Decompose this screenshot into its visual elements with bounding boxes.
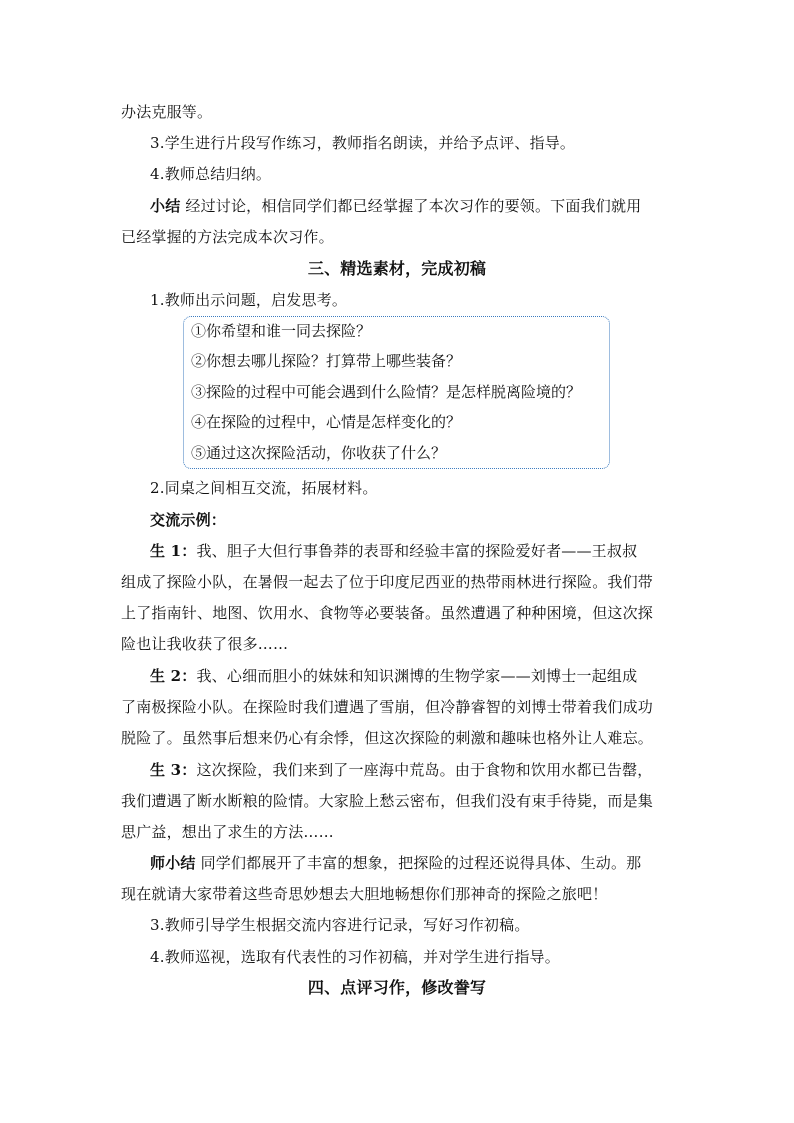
question-item: ②你想去哪儿探险？打算带上哪些装备？ (191, 352, 462, 370)
example-text: 我、心细而胆小的妹妹和知识渊博的生物学家——刘博士一起组成 (196, 667, 638, 685)
text-line: 4.教师总结归纳。 (150, 165, 272, 183)
text-line: 2.同桌之间相互交流，拓展材料。 (150, 479, 378, 497)
text-line: 险也让我收获了很多…… (121, 635, 289, 653)
section-heading: 四、点评习作，修改誊写 (307, 978, 487, 997)
text-line: 办法克服等。 (121, 103, 213, 121)
text-line: 已经掌握的方法完成本次习作。 (121, 228, 334, 246)
example-heading: 交流示例： (150, 511, 227, 529)
text-line: 4.教师巡视，选取有代表性的习作初稿，并对学生进行指导。 (150, 948, 560, 966)
text-line: 上了指南针、地图、饮用水、食物等必要装备。虽然遭遇了种种困境，但这次探 (121, 604, 654, 622)
text-line: 脱险了。虽然事后想来仍心有余悸，但这次探险的刺激和趣味也格外让人难忘。 (121, 729, 654, 747)
question-item: ③探险的过程中可能会遇到什么险情？是怎样脱离险境的？ (191, 383, 582, 401)
student-example-1 (150, 540, 670, 562)
text-line: 现在就请大家带着这些奇思妙想去大胆地畅想你们那神奇的探险之旅吧！ (121, 885, 608, 903)
student-tag: 生 2： (150, 667, 197, 685)
text-line: 我们遭遇了断水断粮的险情。大家脸上愁云密布，但我们没有束手待毙，而是集 (121, 792, 654, 810)
teacher-summary-tag: 师小结 (150, 854, 196, 872)
section-heading: 三、精选素材，完成初稿 (307, 259, 487, 278)
student-tag: 生 3： (150, 761, 197, 779)
student-example-3 (150, 759, 670, 781)
summary-text: 经过讨论，相信同学们都已经掌握了本次习作的要领。下面我们就用 (185, 197, 642, 215)
teacher-summary (150, 852, 670, 874)
text-line: 3.教师引导学生根据交流内容进行记录，写好习作初稿。 (150, 916, 530, 934)
text-line: 组成了探险小队，在暑假一起去了位于印度尼西亚的热带雨林进行探险。我们带 (121, 573, 654, 591)
student-tag: 生 1： (150, 542, 197, 560)
summary-text: 同学们都展开了丰富的想象，把探险的过程还说得具体、生动。那 (200, 854, 642, 872)
summary-paragraph (150, 195, 670, 217)
question-item: ⑤通过这次探险活动，你收获了什么？ (191, 444, 447, 462)
text-line: 了南极探险小队。在探险时我们遭遇了雪崩，但冷静睿智的刘博士带着我们成功 (121, 698, 654, 716)
example-text: 我、胆子大但行事鲁莽的表哥和经验丰富的探险爱好者——王叔叔 (196, 542, 638, 560)
example-text: 这次探险，我们来到了一座海中荒岛。由于食物和饮用水都已告罄， (196, 761, 653, 779)
text-line: 思广益，想出了求生的方法…… (121, 823, 334, 841)
student-example-2 (150, 665, 670, 687)
question-item: ④在探险的过程中，心情是怎样变化的？ (191, 413, 462, 431)
question-item: ①你希望和谁一同去探险？ (191, 322, 372, 340)
summary-tag: 小结 (150, 197, 181, 215)
text-line: 3.学生进行片段写作练习，教师指名朗读，并给予点评、指导。 (150, 134, 576, 152)
text-line: 1.教师出示问题，启发思考。 (150, 291, 348, 309)
